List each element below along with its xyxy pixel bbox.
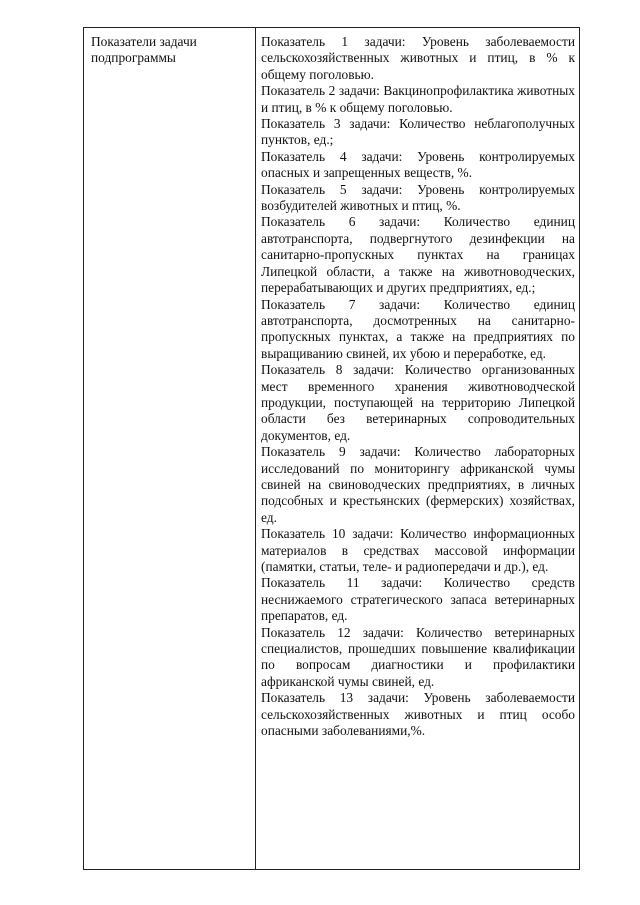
- indicator-3: Показатель 3 задачи: Количество неблагополучных пунктов, ед.;: [261, 116, 575, 148]
- indicator-5: Показатель 5 задачи: Уровень контролируемых возбудителей животных и птиц, %.: [261, 181, 575, 214]
- indicators-table: [83, 27, 580, 870]
- indicator-8: Показатель 8 задачи: Количество организованных мест временного хранения животноводческой продукции, поступающей на территорию Липецкой области без ветеринарных сопроводительных документов, ед.: [261, 362, 575, 443]
- table-label-cell: Показатели задачи подпрограммы: [91, 34, 197, 66]
- column-divider: [255, 28, 256, 869]
- indicator-9: Показатель 9 задачи: Количество лабораторных исследований по мониторингу африканской чумы свиней на свиноводческих предприятиях, в личных подсобных и крестьянских (фермерских) хозяйствах, ед.: [261, 444, 575, 525]
- indicator-11: Показатель 11 задачи: Количество средств неснижаемого стратегического запаса ветеринарных препаратов, ед.: [261, 575, 575, 624]
- indicator-10: Показатель 10 задачи: Количество информационных материалов в средствах массовой информации (памятки, статьи, теле- и радиопередачи и др.), ед.: [261, 526, 575, 574]
- indicator-6: Показатель 6 задачи: Количество единиц автотранспорта, подвергнутого дезинфекции на санитарно-пропускных пунктах на границах Липецкой области, а также на животноводческих, перерабатывающих и других предприятиях, ед.;: [261, 214, 575, 296]
- indicator-4: Показатель 4 задачи: Уровень контролируемых опасных и запрещенных веществ, %.: [261, 148, 575, 181]
- indicator-7: Показатель 7 задачи: Количество единиц автотранспорта, досмотренных на санитарно-пропускных пунктах, а также на предприятиях по выращиванию свиней, их убою и переработке, ед.: [261, 296, 575, 361]
- indicator-1: Показатель 1 задачи: Уровень заболеваемости сельскохозяйственных животных и птиц, в % к общему поголовью.: [261, 34, 575, 82]
- indicator-2: Показатель 2 задачи: Вакцинопрофилактика животных и птиц, в % к общему поголовью.: [261, 83, 575, 115]
- indicator-13: Показатель 13 задачи: Уровень заболеваемости сельскохозяйственных животных и птиц особо опасными заболеваниями,%.: [261, 690, 575, 739]
- indicator-12: Показатель 12 задачи: Количество ветеринарных специалистов, прошедших повышение квалификации по вопросам диагностики и профилактики африканской чумы свиней, ед.: [261, 624, 575, 689]
- indicators-cell: [261, 34, 575, 739]
